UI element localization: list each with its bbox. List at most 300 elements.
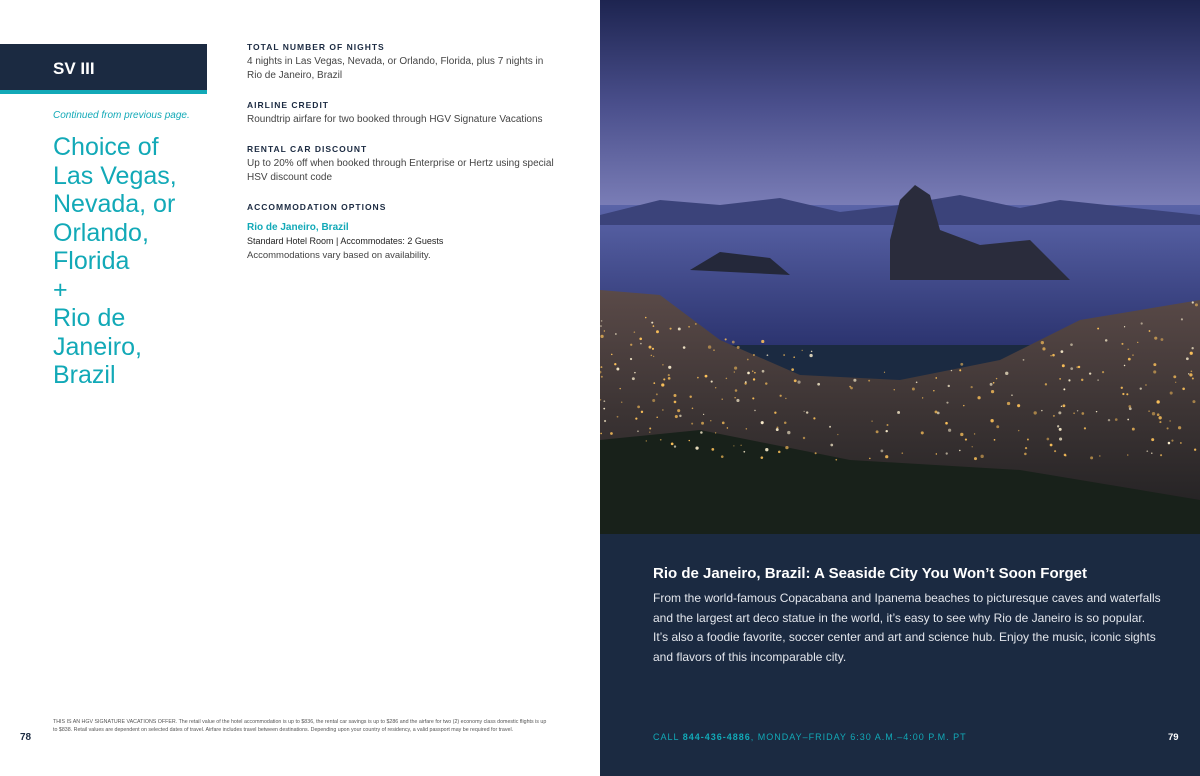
city-light [761,456,764,459]
city-light [959,369,961,371]
city-light [679,415,681,417]
city-light [632,377,635,380]
city-light [1017,404,1020,407]
city-light [721,455,724,458]
city-light [736,399,739,402]
city-light [662,364,664,366]
city-light [703,414,704,415]
city-light [610,432,613,435]
city-light [1148,411,1149,412]
city-light [656,416,658,418]
city-light [1057,425,1059,427]
feature-body: From the world-famous Copacabana and Ipanema beaches to picturesque caves and waterfalls and the largest art deco statue in the world, it’s easy to see why Rio de Janeiro is so popular. It’s also a foodie favorite, soccer center and art and science hub. Enjoy the music, iconic sights and flavors of this incomparable city. [653,591,1161,664]
city-light [1102,371,1104,373]
city-light [980,455,983,458]
city-light [713,350,714,351]
city-light [1097,328,1099,330]
city-light [794,379,797,382]
rio-photo [600,0,1200,534]
city-light [652,348,654,350]
city-light [688,326,690,328]
city-light [935,377,937,379]
city-light [747,359,749,361]
city-light [894,389,895,390]
city-light [897,411,900,414]
city-light [912,388,915,391]
city-light [1171,440,1173,442]
city-light [601,376,603,378]
city-light [1077,410,1078,411]
city-light [754,410,755,411]
city-light [1168,442,1171,445]
city-light [1025,447,1027,449]
city-light [649,431,650,432]
city-light [1045,383,1047,385]
city-light [1181,318,1183,320]
city-light [1153,370,1156,373]
city-light [711,448,714,451]
city-light [697,377,699,379]
accommodation-section [247,202,557,261]
city-light [678,327,681,330]
city-light [946,452,948,454]
tab-label: SV III [53,59,95,78]
city-light [971,386,973,388]
city-light [1169,420,1170,421]
city-light [1195,303,1198,306]
city-light [752,397,754,399]
city-light [651,355,653,357]
city-light [935,410,938,413]
city-light [1128,358,1131,361]
city-light [933,390,934,391]
city-light [1157,413,1160,416]
city-light [735,389,738,392]
accommodation-note: Accommodations vary based on availability. [247,250,431,261]
city-light [616,368,619,371]
city-light [885,455,888,458]
city-light [1127,454,1129,456]
city-light [948,429,951,432]
title-line: Rio de [53,304,126,332]
city-light [804,411,805,412]
city-light [630,358,632,360]
title-line: Nevada, or [53,190,176,218]
city-light [991,390,994,393]
city-light [660,439,662,441]
city-light [1084,427,1086,429]
city-light [726,378,728,380]
city-light [1191,370,1193,372]
city-light [732,341,735,344]
city-light [683,346,686,349]
city-light [921,431,924,434]
section-heading: ACCOMMODATION OPTIONS [247,202,387,212]
city-light [835,459,837,461]
city-light [603,408,605,410]
city-light [785,446,788,449]
title-line: Orlando, [53,218,149,247]
section-heading: RENTAL CAR DISCOUNT [247,144,368,154]
city-light [600,325,602,327]
city-light [652,399,655,402]
city-light [692,408,694,410]
city-light [1141,322,1143,324]
city-light [615,333,617,335]
city-light [1175,382,1176,383]
city-light [1192,400,1195,403]
city-light [656,393,658,395]
city-light [1173,375,1176,378]
city-light [1146,450,1148,452]
city-light [1063,388,1065,390]
city-light [1054,450,1056,452]
city-light [1059,437,1062,440]
city-light [1160,454,1162,456]
city-light [887,424,889,426]
city-light [1145,384,1147,386]
city-light [761,340,764,343]
right-page [600,0,1200,776]
city-light [705,375,708,378]
city-light [715,387,716,388]
city-light [600,335,603,338]
city-light [1105,339,1108,342]
city-light [1027,439,1029,441]
city-light [1182,387,1185,390]
city-light [1005,372,1008,375]
city-light [673,394,676,397]
city-light [695,446,698,449]
call-line [653,732,967,742]
call-prefix: CALL [653,732,683,742]
city-light [1152,412,1155,415]
city-light [649,346,652,349]
city-light [1132,428,1135,431]
city-light [701,422,704,425]
city-light [1061,406,1062,407]
city-light [725,338,727,340]
city-light [916,381,918,383]
city-light [1188,373,1189,374]
city-light [1186,357,1189,360]
city-light [1041,410,1042,411]
city-light [1059,428,1062,431]
city-light [1089,372,1091,374]
city-light [708,345,711,348]
city-light [1058,411,1061,414]
city-light [1192,301,1194,303]
city-light [1108,419,1110,421]
city-light [811,351,813,353]
city-light [634,372,636,374]
city-light [1127,419,1129,421]
city-light [945,422,948,425]
city-light [762,370,765,373]
city-light [1059,378,1061,380]
title-line: Las Vegas, [53,161,177,190]
continued-note: Continued from previous page. [53,110,190,121]
city-light [774,412,776,414]
city-light [727,427,728,428]
city-light [1053,415,1055,417]
city-light [1073,412,1075,414]
city-light [747,372,750,375]
call-hours: , MONDAY–FRIDAY 6:30 A.M.–4:00 P.M. PT [750,732,967,742]
city-light [1151,438,1154,441]
city-light [1063,404,1066,407]
city-light [603,400,605,402]
city-light [653,356,654,357]
city-light [960,363,963,366]
city-light [1047,438,1050,441]
city-light [668,377,671,380]
city-light [674,445,676,447]
city-light [734,397,735,398]
city-light [604,330,605,331]
section-heading: AIRLINE CREDIT [247,100,329,110]
city-light [1129,407,1132,410]
city-light [936,453,937,454]
city-light [691,423,693,425]
city-light [829,426,831,428]
city-light [990,419,993,422]
city-light [806,411,808,413]
city-light [853,379,856,382]
airline-section [247,100,557,127]
city-light [745,381,747,383]
city-light [1132,354,1134,356]
city-light [621,402,622,403]
city-light [1041,341,1044,344]
city-light [990,383,993,386]
city-light [737,346,740,349]
city-light [640,343,642,345]
feature-heading: Rio de Janeiro, Brazil: A Seaside City You Won’t Soon Forget [653,565,1087,582]
city-light [677,409,680,412]
section-heading: TOTAL NUMBER OF NIGHTS [247,42,385,52]
city-light [948,385,950,387]
city-light [668,374,670,376]
city-light [871,420,872,421]
city-light [1167,427,1169,429]
city-light [752,370,754,372]
city-light [765,382,767,384]
city-light [619,388,620,389]
city-light [1070,343,1073,346]
city-light [1007,402,1010,405]
city-light [670,328,672,330]
city-light [653,325,655,327]
section-tab [0,44,207,94]
city-light [1121,387,1123,389]
accommodation-room: Standard Hotel Room | Accommodates: 2 Guests [247,236,444,246]
page-number: 79 [1168,732,1179,743]
city-light [639,337,642,340]
city-light [868,380,870,382]
city-light [734,371,735,372]
city-light [784,422,787,425]
city-light [1124,326,1125,327]
city-light [1190,352,1193,355]
city-light [689,440,690,441]
accommodation-name: Rio de Janeiro, Brazil [247,222,349,233]
city-light [601,320,603,322]
city-light [1097,379,1098,380]
city-light [695,323,697,325]
city-light [668,366,671,369]
city-light [1115,418,1118,421]
city-light [885,430,887,432]
city-light [645,317,647,319]
package-details [247,42,557,278]
city-light [1068,379,1070,381]
title-line: Florida [53,247,130,275]
city-light [674,401,677,404]
disclaimer: THIS IS AN HGV SIGNATURE VACATIONS OFFER. The retail value of the hotel accommodation is up to $836, the rental car savings is up to $286 and the airfare for two (2) economy class domestic flights is up to $838. Retail values are dependent on selected dates of travel. Airfare includes travel between destinations. Depending upon your country of residency, a valid passport may be required for travel. [53,719,547,734]
city-light [960,433,963,436]
city-light [876,430,879,433]
city-light [1191,347,1193,349]
city-light [951,370,952,371]
city-light [972,446,973,447]
city-light [837,434,838,435]
city-light [721,399,722,400]
city-light [974,457,977,460]
city-light [1096,411,1097,412]
city-light [965,439,967,441]
city-light [1149,330,1151,332]
city-light [830,444,833,447]
city-light [653,382,655,384]
city-light [649,428,651,430]
city-light [1061,350,1064,353]
city-light [614,363,616,365]
city-light [884,372,885,373]
nights-section [247,42,557,83]
city-light [785,398,786,399]
title-line: Janeiro, [53,332,142,361]
city-light [1011,395,1012,396]
city-light [1180,442,1182,444]
city-light [651,322,653,324]
city-light [641,411,643,413]
city-light [1154,337,1157,340]
section-text: Up to 20% off when booked through Enterprise or Hertz using special HSV discount code [247,158,554,183]
city-light [1065,455,1067,457]
city-light [1126,393,1128,395]
section-text: 4 nights in Las Vegas, Nevada, or Orlando, Florida, plus 7 nights in Rio de Janeiro, Brazil [247,56,544,81]
city-light [765,448,768,451]
city-light [1034,411,1037,414]
city-light [869,458,871,460]
city-light [711,381,713,383]
city-light [746,428,747,429]
city-light [993,382,995,384]
phone-number[interactable]: 844-436-4886 [682,732,751,742]
city-light [637,430,639,432]
title-line: Brazil [53,361,116,389]
city-light [1189,373,1192,376]
city-light [753,378,755,380]
city-light [902,452,904,454]
city-light [1140,387,1142,389]
city-light [817,383,820,386]
city-light [946,402,948,404]
city-light [604,420,606,422]
city-light [1070,367,1073,370]
city-light [802,350,803,351]
city-light [1124,365,1125,366]
city-light [754,372,756,374]
city-light [710,420,711,421]
city-light [722,422,725,425]
city-light [1153,363,1156,366]
city-light [656,330,659,333]
city-light [974,433,975,434]
city-light [1178,426,1181,429]
city-light [761,421,764,424]
city-light [740,445,741,446]
city-light [1018,430,1019,431]
city-light [635,418,637,420]
city-light [780,395,782,397]
title-line: + [53,275,68,304]
city-light [689,396,691,398]
city-light [1052,354,1055,357]
city-light [675,415,678,418]
city-light [996,425,999,428]
city-light [1159,421,1161,423]
city-light [809,354,812,357]
city-light [715,432,716,433]
city-light [1127,349,1128,350]
city-light [1170,392,1173,395]
city-light [646,440,647,441]
city-light [600,433,602,435]
city-light [1156,400,1159,403]
city-light [743,451,745,453]
city-light [849,386,851,388]
city-light [994,439,996,441]
city-light [1194,449,1196,451]
city-light [1122,393,1124,395]
city-light [1161,338,1164,341]
city-light [1151,453,1152,454]
city-light [1121,343,1123,345]
city-light [813,417,815,419]
city-light [922,397,923,398]
package-title [53,133,213,390]
city-light [776,428,779,431]
city-light [671,443,674,446]
city-light [611,354,613,356]
city-light [1062,364,1065,367]
city-light [963,405,964,406]
city-light [1090,456,1093,459]
city-light [803,437,805,439]
city-light [797,381,800,384]
city-light [637,406,640,409]
city-light [996,378,997,379]
city-light [977,396,980,399]
city-light [1137,342,1138,343]
city-light [783,354,785,356]
city-light [778,451,781,454]
city-light [959,450,960,451]
page-number: 78 [20,732,32,743]
rental-section [247,144,557,185]
